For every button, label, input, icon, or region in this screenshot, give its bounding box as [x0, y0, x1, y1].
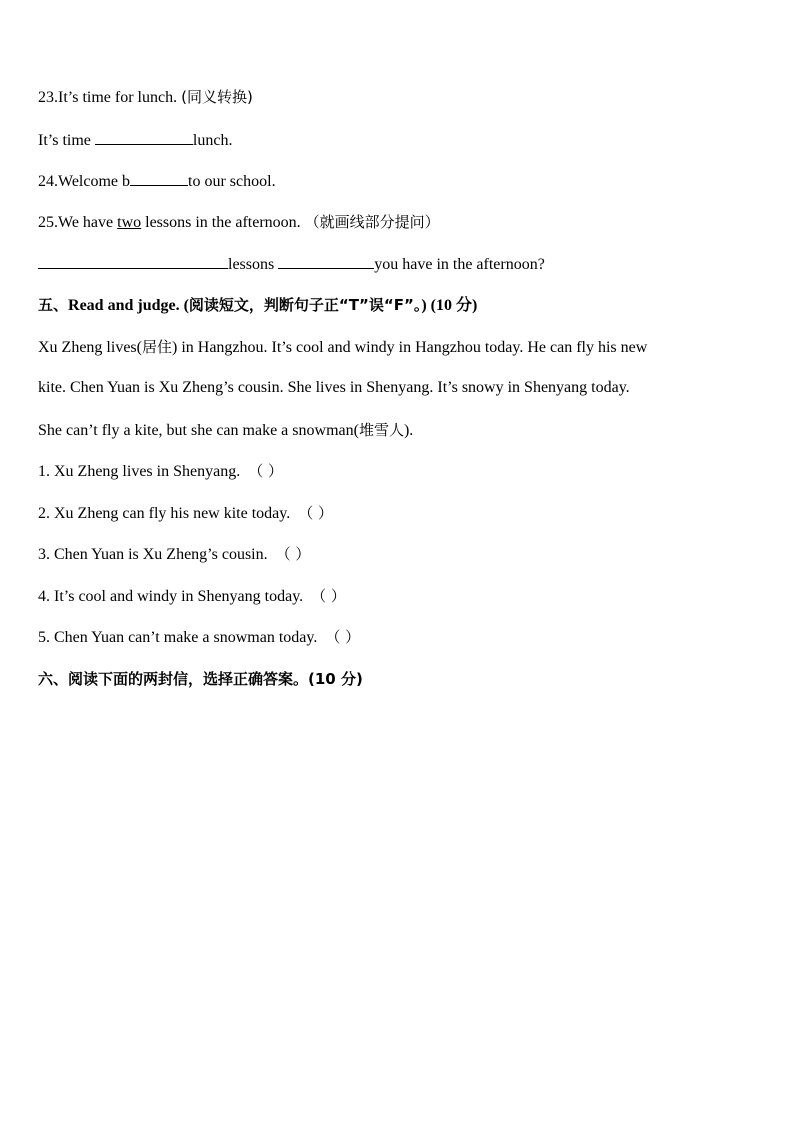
underlined-word: two [117, 214, 142, 231]
passage-line-3: She can’t fly a kite, but she can make a snowman(堆雪人). [38, 421, 414, 439]
passage-line-1: Xu Zheng lives(居住) in Hangzhou. It’s cool and windy in Hangzhou today. He can fly his new [38, 338, 648, 356]
answer-blank[interactable] [95, 129, 193, 145]
question-23: 23.It’s time for lunch. (同义转换) [38, 88, 253, 106]
section-5-heading: 五、Read and judge. (阅读短文，判断句子正“T”误“F”。) (10 分) [38, 296, 478, 314]
answer-paren[interactable]: （ ） [311, 587, 346, 605]
passage-line-2: kite. Chen Yuan is Xu Zheng’s cousin. She lives in Shenyang. It’s snowy in Shenyang today. [38, 379, 630, 396]
answer-blank[interactable] [130, 170, 188, 186]
answer-paren[interactable]: （ ） [248, 462, 283, 480]
question-25-answer-line: lessons you have in the afternoon? [38, 253, 545, 275]
judge-item-5: 5. Chen Yuan can’t make a snowman today. （ ） [38, 628, 361, 646]
judge-item-3: 3. Chen Yuan is Xu Zheng’s cousin. （ ） [38, 545, 311, 563]
judge-item-4: 4. It’s cool and windy in Shenyang today. （ ） [38, 587, 346, 605]
question-24: 24.Welcome b to our school. [38, 170, 276, 192]
judge-item-1: 1. Xu Zheng lives in Shenyang. （ ） [38, 462, 283, 480]
answer-blank[interactable] [278, 253, 374, 269]
judge-item-2: 2. Xu Zheng can fly his new kite today. （ ） [38, 504, 334, 522]
question-25: 25.We have two lessons in the afternoon. （就画线部分提问） [38, 213, 440, 231]
answer-paren[interactable]: （ ） [275, 545, 311, 563]
answer-paren[interactable]: （ ） [298, 504, 334, 522]
answer-paren[interactable]: （ ） [325, 628, 361, 646]
question-23-answer-line: It’s time lunch. [38, 129, 232, 151]
section-6-heading: 六、阅读下面的两封信，选择正确答案。(10 分) [38, 670, 363, 688]
answer-blank[interactable] [38, 253, 228, 269]
